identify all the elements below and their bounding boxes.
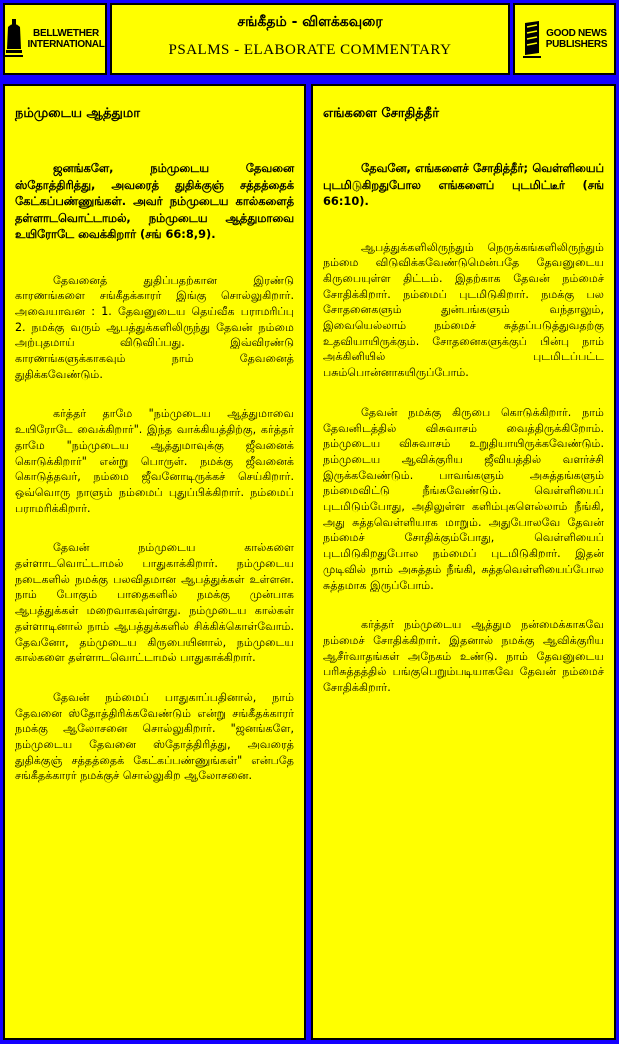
- logo-right-line2: PUBLISHERS: [545, 39, 608, 50]
- bellwether-logo-box: [3, 3, 107, 75]
- right-heading: எங்களை சோதித்தீர்: [323, 106, 440, 121]
- logo-left-line2: INTERNATIONAL: [27, 39, 105, 50]
- good-news-logo-box: [513, 3, 616, 75]
- left-verse: ஜனங்களே, நம்முடைய தேவனை ஸ்தோத்திரித்து, அவரைத் துதிக்குஞ் சத்தத்தைக் கேட்கப்பண்ணுங்கள். அவர் நம்முடைய கால்களைத் தள்ளாடவொட்டாமல், நம்முடைய ஆத்துமாவை உயிரோடே வைக்கிறார் (சங் 66:8,9).: [15, 161, 294, 241]
- title-tamil: சங்கீதம் - விளக்கவுரை: [237, 14, 383, 30]
- left-paragraph-2: கர்த்தர் தாமே "நம்முடைய ஆத்துமாவை உயிரோடே வைக்கிறார்". இந்த வாக்கியத்திற்கு, கர்த்தர் தாமே "நம்முடைய ஆத்துமாவுக்கு ஜீவனைக் கொடுக்கிறார்" என்று பொருள். நமக்கு ஜீவனைக் கொடுத்தவர், நம்மை ஜீவனோடிருக்கச் செய்கிறார். ஒவ்வொரு நாளும் நம்மைப் புதுப்பிக்கிறார். நம்மைப் பராமரிக்கிறார்.: [15, 407, 294, 515]
- logo-right-line1: GOOD NEWS: [546, 28, 607, 39]
- logo-left-line1: BELLWETHER: [33, 28, 99, 39]
- left-paragraph-1: தேவனைத் துதிப்பதற்கான இரண்டு காரணங்களை சங்கீதக்காரர் இங்கு சொல்லுகிறார். அவையாவன : 1. தேவனுடைய தெய்வீக பராமரிப்பு 2. நமக்கு வரும் ஆபத்துக்களிலிருந்து தேவன் நம்மை அற்புதமாய் விடுவிப்பது. இவ்விரண்டு காரணங்களுக்காகவும் நாம் தேவனைத் துதிக்கவேண்டும்.: [15, 273, 294, 381]
- title-english: PSALMS - ELABORATE COMMENTARY: [168, 42, 452, 58]
- book-stack-icon: [522, 19, 542, 59]
- right-verse: தேவனே, எங்களைச் சோதித்தீர்; வெள்ளியைப் புடமிடுகிறதுபோல எங்களைப் புடமிட்டீர் (சங் 66:10).: [323, 161, 604, 208]
- right-paragraph-2: தேவன் நமக்கு கிருபை கொடுக்கிறார். நாம் தேவனிடத்தில் விசுவாசம் வைத்திருக்கிறோம். நம்முடைய விசுவாசம் உறுதியாயிருக்கவேண்டும். நம்முடைய ஆவிக்குரிய ஜீவியத்தில் வளர்ச்சி இருக்கவேண்டும். பாவங்களும் அசுத்தங்களும் நம்மைவிட்டு நீங்கவேண்டும். வெள்ளியைப் புடமிடும்போது, அதிலுள்ள களிம்புகளெல்லாம் நீங்கி, அது சுத்தவெள்ளியாக மாறும். அதுபோலவே தேவன் நம்மைச் சோதிக்கும்போது, வெள்ளியைப் புடமிடுகிறதுபோல நம்மைப் புடமிடுகிறார். இதன் முடிவில் நாம் அசுத்தம் நீங்கி, சுத்தவெள்ளியைப்போல சுத்தமாக இருப்போம்.: [323, 405, 604, 592]
- left-column: [3, 84, 306, 1040]
- right-column: [311, 84, 616, 1040]
- title-box: [110, 3, 510, 75]
- bell-ram-icon: [5, 19, 23, 59]
- left-paragraph-4: தேவன் நம்மைப் பாதுகாப்பதினால், நாம் தேவனை ஸ்தோத்திரிக்கவேண்டும் என்று சங்கீதக்காரர் நமக்கு ஆலோசனை சொல்லுகிறார். "ஜனங்களே, நம்முடைய தேவனை ஸ்தோத்திரித்து, அவரைத் துதிக்குஞ் சத்தத்தைக் கேட்கப்பண்ணுங்கள்" என்பதே சங்கீதக்காரர் நமக்குச் சொல்லுகிற ஆலோசனை.: [15, 690, 294, 783]
- right-paragraph-1: ஆபத்துக்களிலிருந்தும் நெருக்கங்களிலிருந்தும் நம்மை விடுவிக்கவேண்டுமென்பதே தேவனுடைய கிருபையுள்ள திட்டம். இதற்காக தேவன் நம்மைச் சோதிக்கிறார். நம்மைப் புடமிடுகிறார். நமக்கு பல சோதனைகளும் துன்பங்களும் வந்தாலும், இவையெல்லாம் நம்மைச் சுத்தப்படுத்துவதற்கு உதவியாயிருக்கும். சோதனைகளுக்குப் பின்பு நாம் அக்கினியில் புடமிடப்பட்ட பசும்பொன்னாகயிருப்போம்.: [323, 240, 604, 380]
- right-paragraph-3: கர்த்தர் நம்முடைய ஆத்தும நன்மைக்காகவே நம்மைச் சோதிக்கிறார். இதனால் நமக்கு ஆவிக்குரிய ஆசீர்வாதங்கள் அநேகம் உண்டு. நாம் தேவனுடைய பரிசுத்தத்தில் பங்குபெறும்படியாகவே தேவன் நம்மைச் சோதிக்கிறார்.: [323, 618, 604, 695]
- left-paragraph-3: தேவன் நம்முடைய கால்களை தள்ளாடவொட்டாமல் பாதுகாக்கிறார். நம்முடைய நடைகளில் நமக்கு பலவிதமான ஆபத்துக்கள் உள்ளன. நாம் போகும் பாதைகளில் நமக்கு முன்பாக ஆபத்துக்கள் மறைவாகவுள்ளது. நம்முடைய கால்கள் தள்ளாடினால் நாம் ஆபத்துக்களில் சிக்கிக்கொள்வோம். தேவனோ, தம்முடைய கிருபையினால், நம்முடைய கால்களை தள்ளாடவொட்டாமல் பாதுகாக்கிறார்.: [15, 541, 294, 665]
- left-heading: நம்முடைய ஆத்துமா: [15, 106, 140, 121]
